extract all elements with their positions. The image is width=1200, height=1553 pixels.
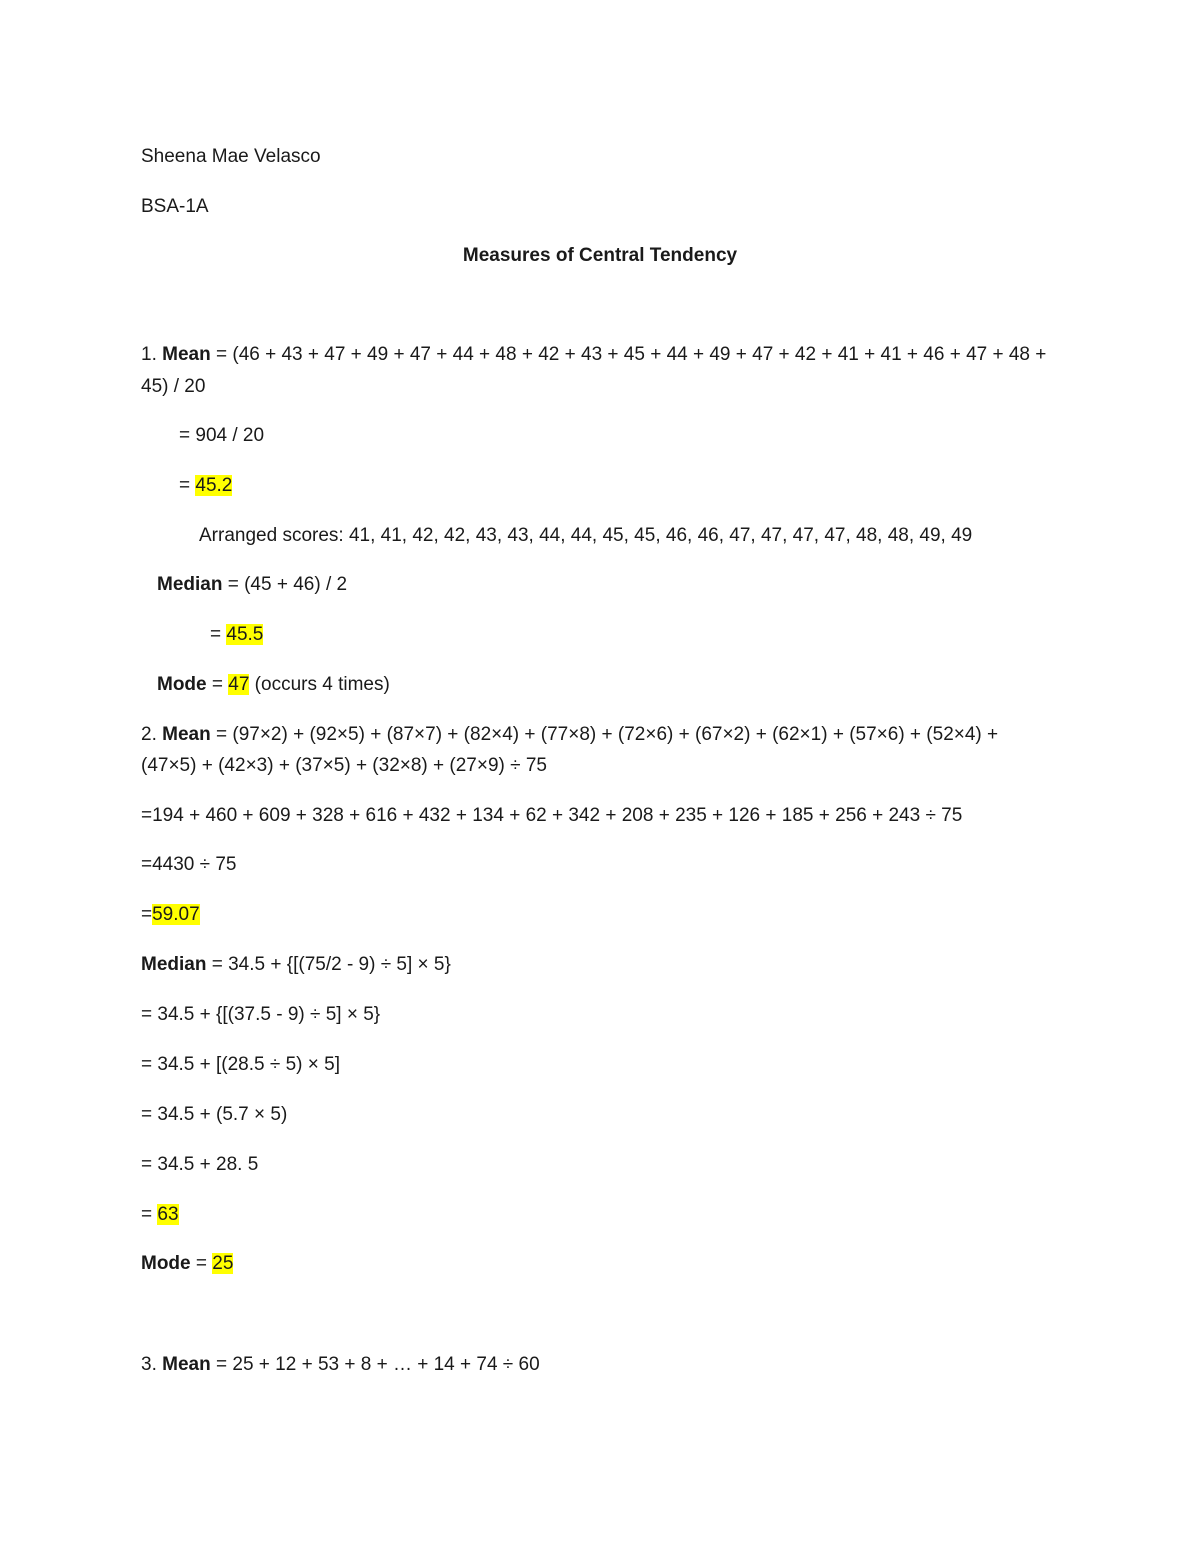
q2-median-step-2: = 34.5 + [(28.5 ÷ 5) × 5]: [141, 1054, 340, 1075]
q2-number: 2.: [141, 724, 157, 745]
q2-mean-result-line: [141, 903, 200, 927]
q1-mode-label: Mode: [157, 674, 207, 695]
q2-mean-step-2: =4430 ÷ 75: [141, 854, 237, 875]
page-title: Measures of Central Tendency: [462, 245, 738, 266]
q1-mean-label: Mean: [162, 344, 211, 365]
q1-mode-result: 47: [228, 674, 250, 695]
q1-median-eq: =: [210, 624, 227, 645]
q3-mean-line: [141, 1353, 540, 1377]
section-label: BSA-1A: [141, 196, 209, 217]
q2-median-step-1: = 34.5 + {[(37.5 - 9) ÷ 5] × 5}: [141, 1004, 381, 1025]
q1-mean-eq: =: [179, 475, 196, 496]
q2-mode-line: [141, 1252, 233, 1276]
q2-median-result-line: [141, 1203, 179, 1227]
q2-median-eq: =: [141, 1204, 158, 1225]
q1-mean-result-line: [179, 474, 232, 498]
q1-median-result: 45.5: [226, 624, 264, 645]
q1-median-expr: = (45 + 46) / 2: [222, 574, 348, 595]
q1-mean-expr-1: = (46 + 43 + 47 + 49 + 47 + 44 + 48 + 42 + 43 + 45 + 44 + 49 + 47 + 42 + 41 + 41 + 46 + 47 + 48 +: [210, 344, 1047, 365]
q3-mean-expr: = 25 + 12 + 53 + 8 + … + 14 + 74 ÷ 60: [210, 1354, 540, 1375]
q2-median-line: [141, 953, 451, 977]
q1-mean-line: [141, 343, 1046, 367]
q1-mean-expr-2: 45) / 20: [141, 376, 206, 397]
q2-median-step-3: = 34.5 + (5.7 × 5): [141, 1104, 288, 1125]
q2-mode-eq: =: [190, 1253, 213, 1274]
q2-mean-expr-2: (47×5) + (42×3) + (37×5) + (32×8) + (27×9) ÷ 75: [141, 755, 547, 776]
q2-mean-label: Mean: [162, 724, 211, 745]
q2-mode-label: Mode: [141, 1253, 191, 1274]
q2-mean-step-1: =194 + 460 + 609 + 328 + 616 + 432 + 134 + 62 + 342 + 208 + 235 + 126 + 185 + 256 + 243 ÷ 75: [141, 805, 963, 826]
q1-median-line: [157, 573, 347, 597]
q1-number: 1.: [141, 344, 157, 365]
q1-median-label: Median: [157, 574, 223, 595]
author-name: Sheena Mae Velasco: [141, 146, 321, 167]
q1-median-result-line: [210, 623, 263, 647]
q2-median-step-4: = 34.5 + 28. 5: [141, 1154, 259, 1175]
q2-median-label: Median: [141, 954, 207, 975]
q2-mode-result: 25: [212, 1253, 234, 1274]
q1-mode-note: (occurs 4 times): [249, 674, 390, 695]
q3-mean-label: Mean: [162, 1354, 211, 1375]
q2-mean-line: [141, 723, 998, 747]
q1-mode-eq: =: [206, 674, 229, 695]
q1-mean-step: = 904 / 20: [179, 425, 265, 446]
q1-arranged-scores: Arranged scores: 41, 41, 42, 42, 43, 43, 44, 44, 45, 45, 46, 46, 47, 47, 47, 47, 48, 48, 49, 49: [199, 525, 973, 546]
q1-mode-line: [157, 673, 390, 697]
q2-mean-expr-1: = (97×2) + (92×5) + (87×7) + (82×4) + (77×8) + (72×6) + (67×2) + (62×1) + (57×6) + (52×4) +: [210, 724, 999, 745]
q3-number: 3.: [141, 1354, 157, 1375]
q2-mean-eq: =: [141, 904, 153, 925]
q2-median-result: 63: [157, 1204, 179, 1225]
q1-mean-result: 45.2: [195, 475, 233, 496]
q2-mean-result: 59.07: [152, 904, 200, 925]
q2-median-expr: = 34.5 + {[(75/2 - 9) ÷ 5] × 5}: [206, 954, 451, 975]
